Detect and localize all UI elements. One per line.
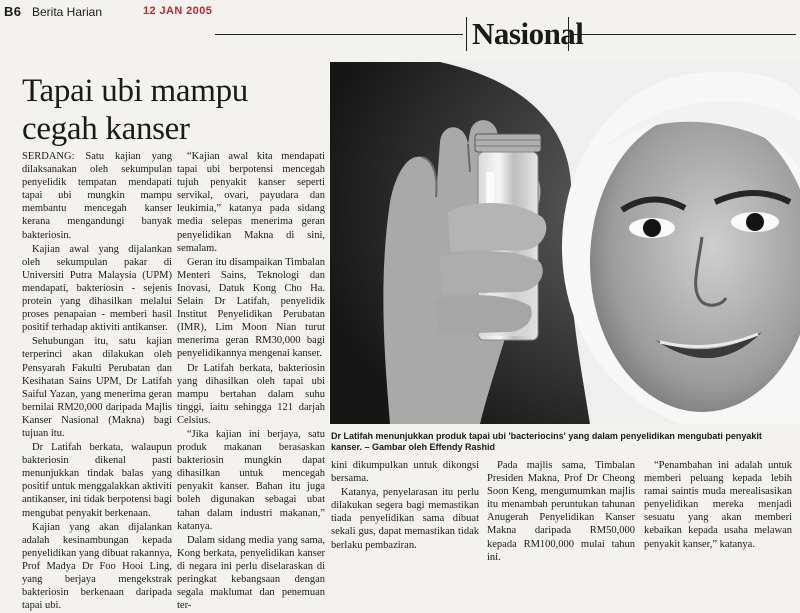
header-rule-left bbox=[215, 34, 463, 35]
paragraph: “Kajian awal kita mendapati tapai ubi berpotensi mencegah tujuh penyakit kanser seperti servikal, ovari, payudara dan leukimia,” katanya pada sidang media selepas menerima geran penyelidikan Makna di sini, semalam. bbox=[177, 151, 325, 254]
article-headline bbox=[22, 72, 342, 148]
headline-line-2: cegah kanser bbox=[22, 111, 190, 147]
paragraph: Kajian awal yang dijalankan oleh sekumpulan pakar di Universiti Putra Malaysia (UPM) mendapati, bakteriosin - sejenis protein yang dihasilkan melalui proses penapaian - memberi hasil positif terhadap aktiviti antikanser. bbox=[22, 243, 172, 334]
paragraph: Dr Latifah berkata, bakteriosin yang dihasilkan oleh tapai ubi mampu bertahan dalam suhu tinggi, iaitu sehingga 121 darjah Celsius. bbox=[177, 362, 325, 426]
header-divider-right bbox=[568, 17, 569, 51]
page-number: B6 bbox=[4, 4, 22, 19]
paragraph: “Penambahan ini adalah untuk memberi peluang kepada lebih ramai saintis muda merealisasikan penyelidikan mereka menjadi sesuatu yang akan memberi kebaikan kepada usaha melawan penyakit kanser,” katanya. bbox=[644, 460, 792, 550]
paragraph: Dr Latifah berkata, walaupun bakteriosin dikenal pasti menunjukkan tindak balas yang positif untuk menggalakkan aktiviti antikanser, ini tidak berpotensi bagi mengubat penyakit berkenaan. bbox=[22, 442, 172, 519]
article-column-4 bbox=[487, 459, 635, 565]
paragraph: “Jika kajian ini berjaya, satu produk makanan berasaskan bakteriosin mungkin dapat dihasilkan untuk mencegah penyakit kanser. Bahan itu juga boleh digunakan sebagai ubat tahan dalam industri makanan,” katanya. bbox=[177, 428, 325, 532]
header-rule-right bbox=[572, 34, 796, 35]
paragraph: Geran itu disampaikan Timbalan Menteri Sains, Teknologi dan Inovasi, Datuk Kong Cho Ha. Selain Dr Latifah, penyelidik Institut Penyelidikan Perubatan (IMR), Lim Moon Nian turut menerima geran RM30,000 bagi penyelidikannya mengenai kanser. bbox=[177, 256, 325, 360]
paragraph: Sehubungan itu, satu kajian terperinci akan dilakukan oleh Pensyarah Fakulti Perubatan dan Kesihatan Sains UPM, Dr Latifah Saiful Yazan, yang menerima geran bernilai RM20,000 daripada Majlis Kanser Nasional (Makna) bagi tujuan itu. bbox=[22, 336, 172, 439]
paragraph: kini dikumpulkan untuk dikongsi bersama. bbox=[331, 460, 479, 485]
photo-caption: Dr Latifah menunjukkan produk tapai ubi 'bacteriocins' yang dalam penyelidikan mengubati penyakit kanser. – Gambar oleh Effendy Rashid bbox=[331, 431, 762, 452]
article-column-2 bbox=[177, 150, 325, 613]
paragraph: Kajian yang akan dijalankan adalah kesinambungan kepada penyelidikan yang dibuat rakannya, Prof Madya Dr Foo Hooi Ling, yang berjaya mengekstrak bakteriosin berkenaan daripada tapai ubi. bbox=[22, 521, 172, 612]
publication-date: 12 JAN 2005 bbox=[143, 5, 213, 17]
article-column-5 bbox=[644, 459, 792, 552]
article-photo bbox=[330, 62, 800, 424]
section-title: Nasional bbox=[472, 16, 584, 51]
photo-woman-holding-vial bbox=[330, 62, 800, 424]
paragraph: Katanya, penyelarasan itu perlu dilakukan segera bagi memastikan tiada penyelidikan sama dibuat sekali gus, dapat memastikan tidak berlaku pembaziran. bbox=[331, 487, 479, 551]
headline-line-1: Tapai ubi mampu bbox=[22, 73, 248, 109]
paragraph: SERDANG: Satu kajian yang dilaksanakan oleh sekumpulan penyelidik tempatan mendapati tapai ubi mungkin mampu membantu mencegah kanser kerana mengandungi banyak bakteriosin. bbox=[22, 151, 172, 241]
article-column-1 bbox=[22, 150, 172, 613]
newspaper-name: Berita Harian bbox=[32, 5, 103, 19]
paragraph: Pada majlis sama, Timbalan Presiden Makna, Prof Dr Cheong Soon Keng, mengumumkan majlis itu menambah peruntukan tahunan Anugerah Penyelidikan Kanser Makna daripada RM50,000 kepada RM100,000 mulai tahun ini. bbox=[487, 460, 635, 563]
paragraph: Dalam sidang media yang sama, Kong berkata, penyelidikan kanser di negara ini perlu diselaraskan di peringkat kebangsaan dengan segala maklumat dan penemuan ter- bbox=[177, 534, 325, 612]
header-divider-left bbox=[466, 17, 467, 51]
article-column-3 bbox=[331, 459, 479, 553]
